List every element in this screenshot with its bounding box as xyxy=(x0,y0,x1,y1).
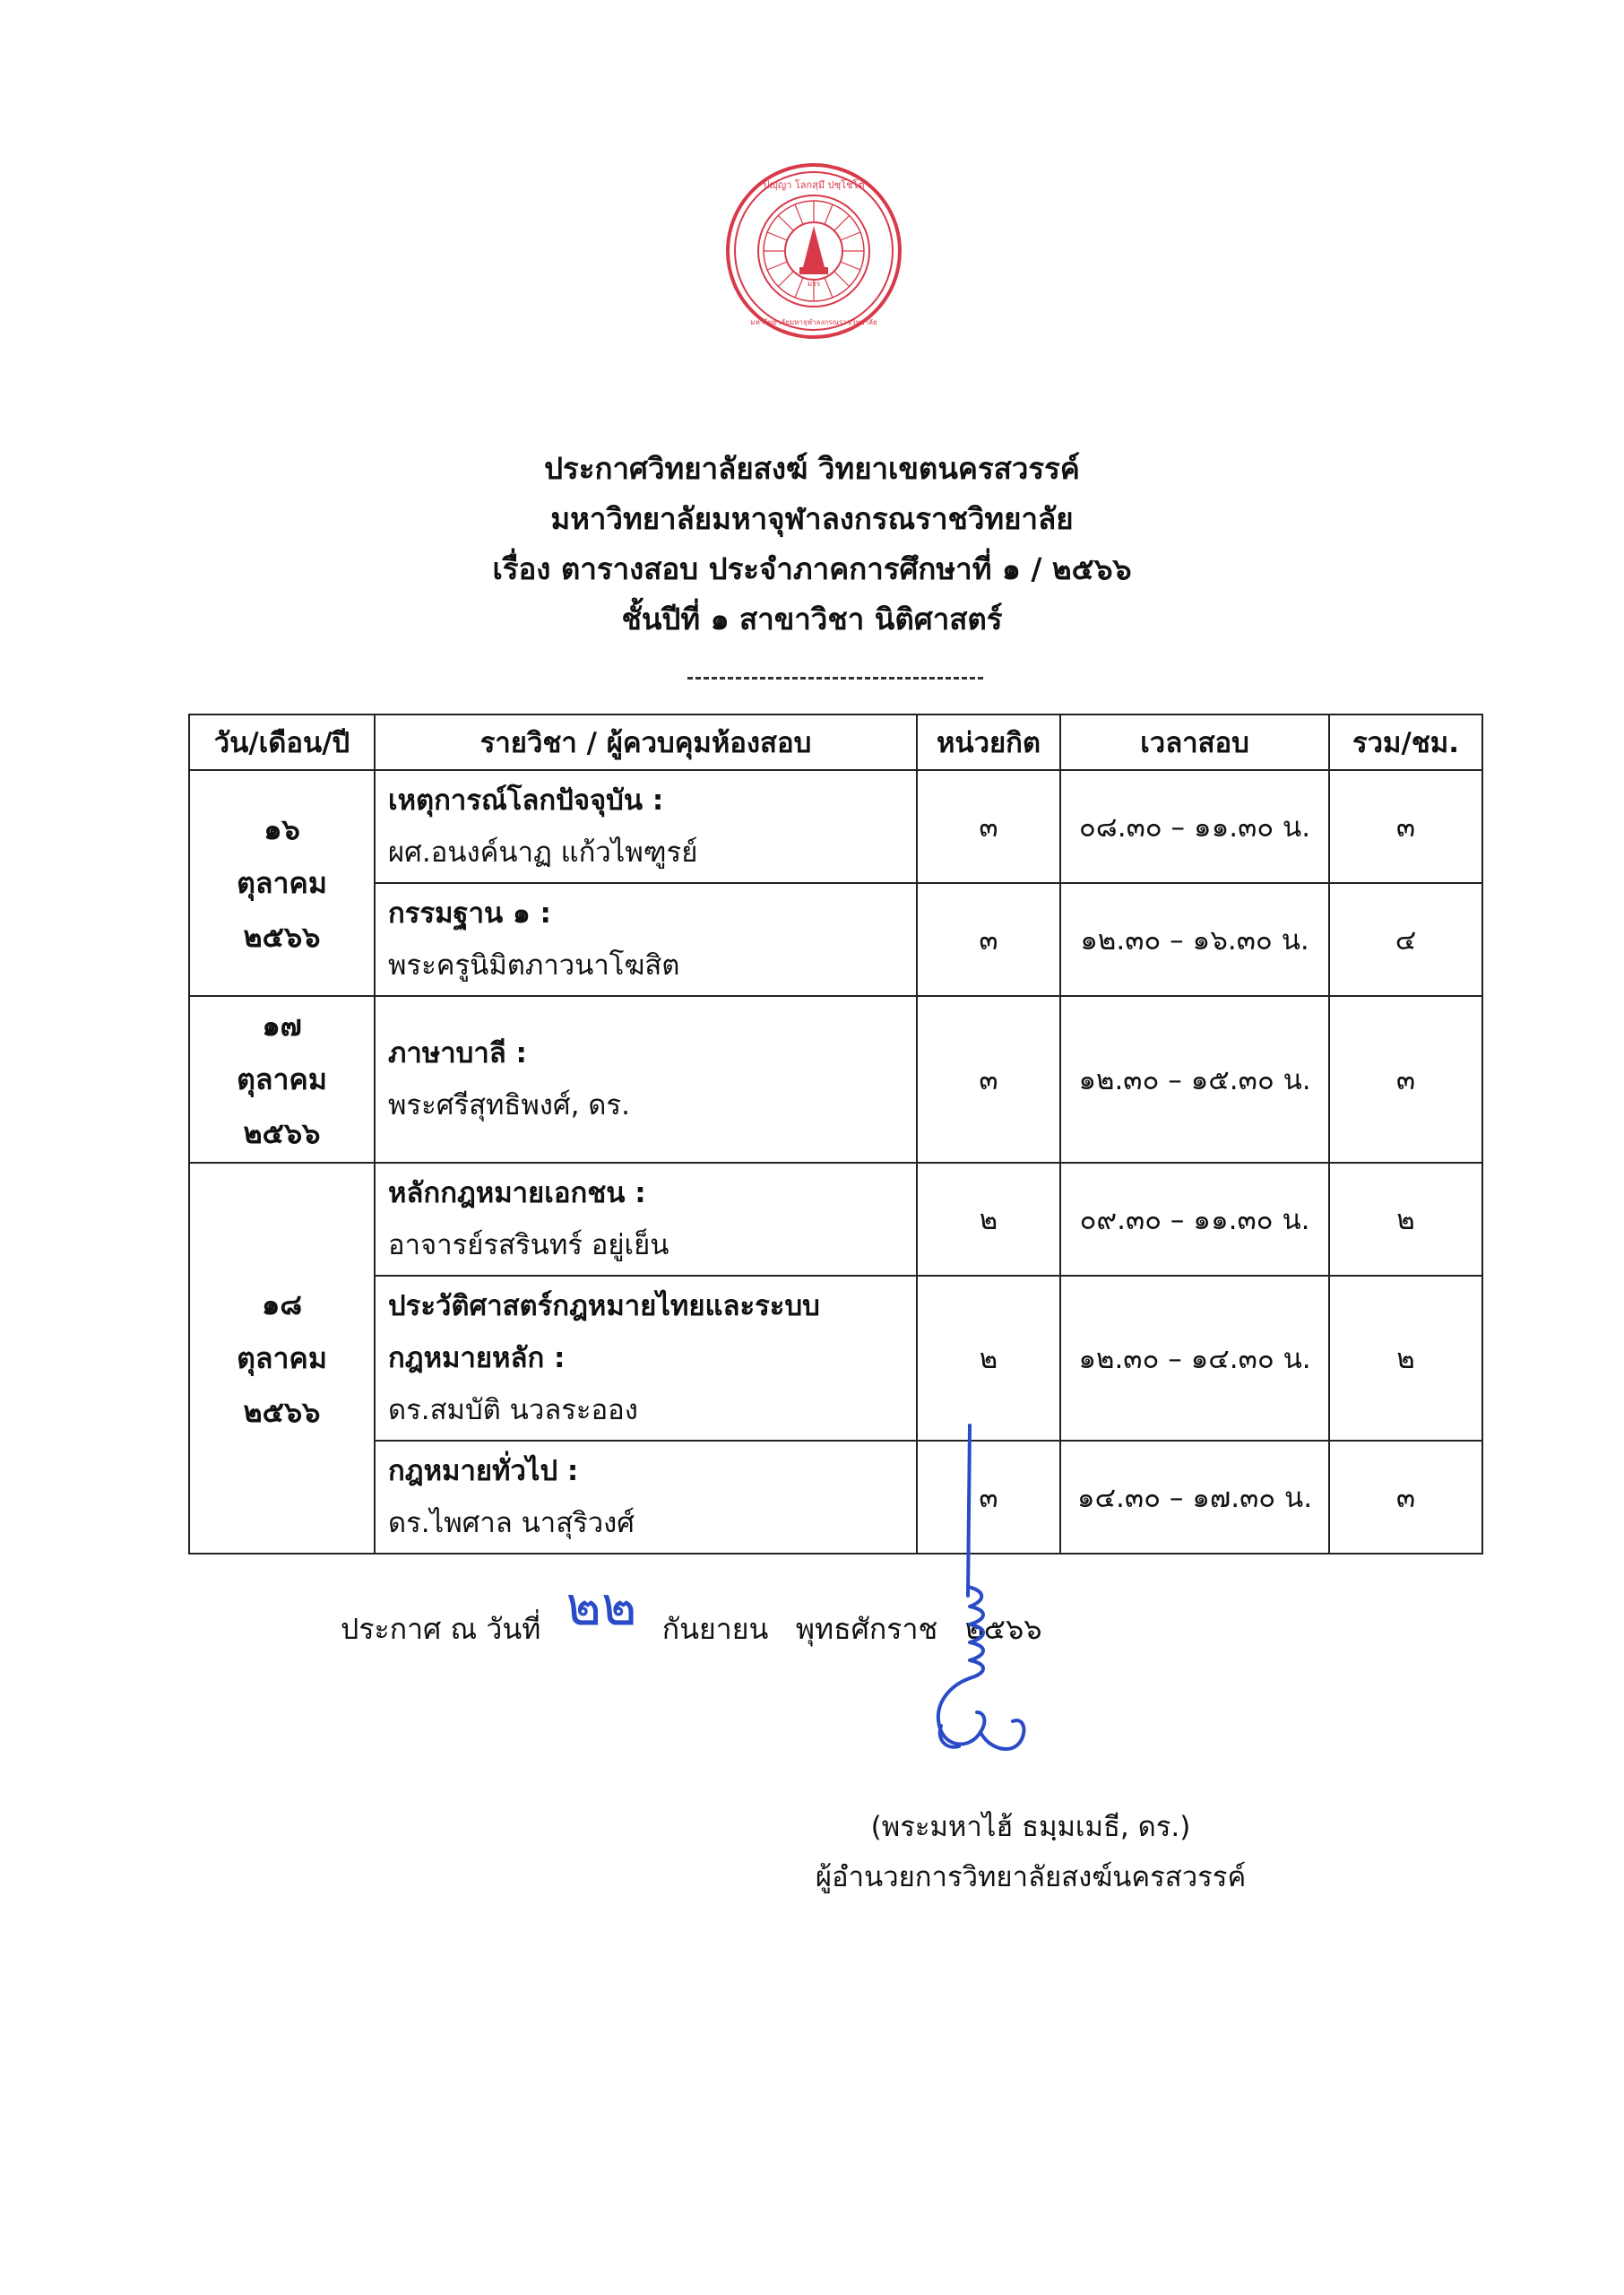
credits-cell: ๒ xyxy=(917,1276,1060,1441)
header-exam-time: เวลาสอบ xyxy=(1060,714,1329,770)
signer-block xyxy=(780,1802,1282,1902)
exam-day: ๑๘ xyxy=(262,1287,302,1321)
exam-date-cell xyxy=(189,770,375,996)
table-row xyxy=(189,1276,1482,1441)
exam-date-cell xyxy=(189,1163,375,1554)
credits-cell: ๓ xyxy=(917,996,1060,1163)
exam-time-cell: ๑๒.๓๐ – ๑๖.๓๐ น. xyxy=(1060,883,1329,996)
announcement-month: กันยายน xyxy=(661,1612,769,1646)
hours-cell: ๒ xyxy=(1329,1276,1482,1441)
subject-cell xyxy=(375,996,917,1163)
exam-date-cell xyxy=(189,996,375,1163)
heading-line-3: เรื่อง ตารางสอบ ประจำภาคการศึกษาที่ ๑ / ๒๕๖๖ xyxy=(492,551,1132,586)
subject-cell xyxy=(375,883,917,996)
proctor-name: พระศรีสุทธิพงศ์, ดร. xyxy=(388,1089,630,1122)
proctor-name: ดร.สมบัติ นวลระออง xyxy=(388,1394,638,1426)
announcement-prefix: ประกาศ ณ วันที่ xyxy=(341,1612,541,1646)
subject-name: ภาษาบาลี : xyxy=(388,1037,527,1070)
subject-cell xyxy=(375,1276,917,1441)
signer-name: (พระมหาไฮ้ ธมฺมเมธี, ดร.) xyxy=(870,1811,1191,1843)
table-row xyxy=(189,1163,1482,1276)
subject-name: กฎหมายทั่วไป : xyxy=(388,1455,579,1487)
subject-name: เหตุการณ์โลกปัจจุบัน : xyxy=(388,784,664,817)
heading-line-2: มหาวิทยาลัยมหาจุฬาลงกรณราชวิทยาลัย xyxy=(550,501,1074,536)
header-total-hours: รวม/ชม. xyxy=(1329,714,1482,770)
hours-cell: ๓ xyxy=(1329,996,1482,1163)
exam-day: ๑๗ xyxy=(262,1009,302,1043)
subject-name: กรรมฐาน ๑ : xyxy=(388,897,551,930)
hours-cell: ๒ xyxy=(1329,1163,1482,1276)
handwritten-signature-icon xyxy=(887,1416,1067,1811)
proctor-name: พระครูนิมิตภาวนาโฆสิต xyxy=(388,949,680,982)
table-row xyxy=(189,883,1482,996)
exam-year: ๒๕๖๖ xyxy=(243,920,321,954)
hours-cell: ๔ xyxy=(1329,883,1482,996)
table-row xyxy=(189,770,1482,883)
subject-cell xyxy=(375,1163,917,1276)
heading-line-4: ชั้นปีที่ ๑ สาขาวิชา นิติศาสตร์ xyxy=(621,602,1003,637)
exam-schedule-table xyxy=(188,714,1483,1555)
credits-cell: ๒ xyxy=(917,1163,1060,1276)
credits-cell: ๓ xyxy=(917,1441,1060,1554)
exam-month: ตุลาคม xyxy=(237,1341,327,1375)
heading-line-1: ประกาศวิทยาลัยสงฆ์ วิทยาเขตนครสวรรค์ xyxy=(544,451,1080,486)
document-heading xyxy=(0,444,1624,645)
header-credits: หน่วยกิต xyxy=(917,714,1060,770)
seal-center-text: มจร xyxy=(807,280,821,288)
exam-time-cell: ๐๘.๓๐ – ๑๑.๓๐ น. xyxy=(1060,770,1329,883)
announcement-year: ๒๕๖๖ xyxy=(964,1612,1042,1646)
subject-cell xyxy=(375,770,917,883)
table-row xyxy=(189,1441,1482,1554)
seal-top-text: ปญฺญา โลกสฺมึ ปชฺโชโต xyxy=(763,179,865,191)
exam-time-cell: ๑๒.๓๐ – ๑๔.๓๐ น. xyxy=(1060,1276,1329,1441)
exam-month: ตุลาคม xyxy=(237,1062,327,1096)
proctor-name: ดร.ไพศาล นาสุริวงศ์ xyxy=(388,1507,635,1539)
exam-year: ๒๕๖๖ xyxy=(243,1395,321,1429)
header-subject: รายวิชา / ผู้ควบคุมห้องสอบ xyxy=(375,714,917,770)
heading-divider xyxy=(687,677,983,680)
exam-time-cell: ๑๒.๓๐ – ๑๕.๓๐ น. xyxy=(1060,996,1329,1163)
proctor-name: ผศ.อนงค์นาฏ แก้วไพฑูรย์ xyxy=(388,836,698,869)
proctor-name: อาจารย์รสรินทร์ อยู่เย็น xyxy=(388,1229,669,1261)
institution-seal-icon xyxy=(724,161,903,341)
announcement-era: พุทธศักราช xyxy=(795,1612,938,1646)
header-date: วัน/เดือน/ปี xyxy=(189,714,375,770)
table-header-row xyxy=(189,714,1482,770)
exam-time-cell: ๑๔.๓๐ – ๑๗.๓๐ น. xyxy=(1060,1441,1329,1554)
seal-bottom-text: มหาวิทยาลัยมหาจุฬาลงกรณราชวิทยาลัย xyxy=(750,318,877,326)
hours-cell: ๓ xyxy=(1329,770,1482,883)
subject-name: หลักกฎหมายเอกชน : xyxy=(388,1177,646,1209)
exam-year: ๒๕๖๖ xyxy=(243,1116,321,1150)
signer-position: ผู้อำนวยการวิทยาลัยสงฆ์นครสวรรค์ xyxy=(815,1861,1247,1893)
subject-name: ประวัติศาสตร์กฎหมายไทยและระบบ xyxy=(388,1290,820,1322)
exam-time-cell: ๐๙.๓๐ – ๑๑.๓๐ น. xyxy=(1060,1163,1329,1276)
subject-cell xyxy=(375,1441,917,1554)
handwritten-day: ๒๒ xyxy=(566,1575,637,1638)
exam-month: ตุลาคม xyxy=(237,866,327,900)
subject-name-continued: กฎหมายหลัก : xyxy=(388,1342,566,1374)
exam-day: ๑๖ xyxy=(263,812,300,846)
hours-cell: ๓ xyxy=(1329,1441,1482,1554)
credits-cell: ๓ xyxy=(917,883,1060,996)
table-row xyxy=(189,996,1482,1163)
credits-cell: ๓ xyxy=(917,770,1060,883)
